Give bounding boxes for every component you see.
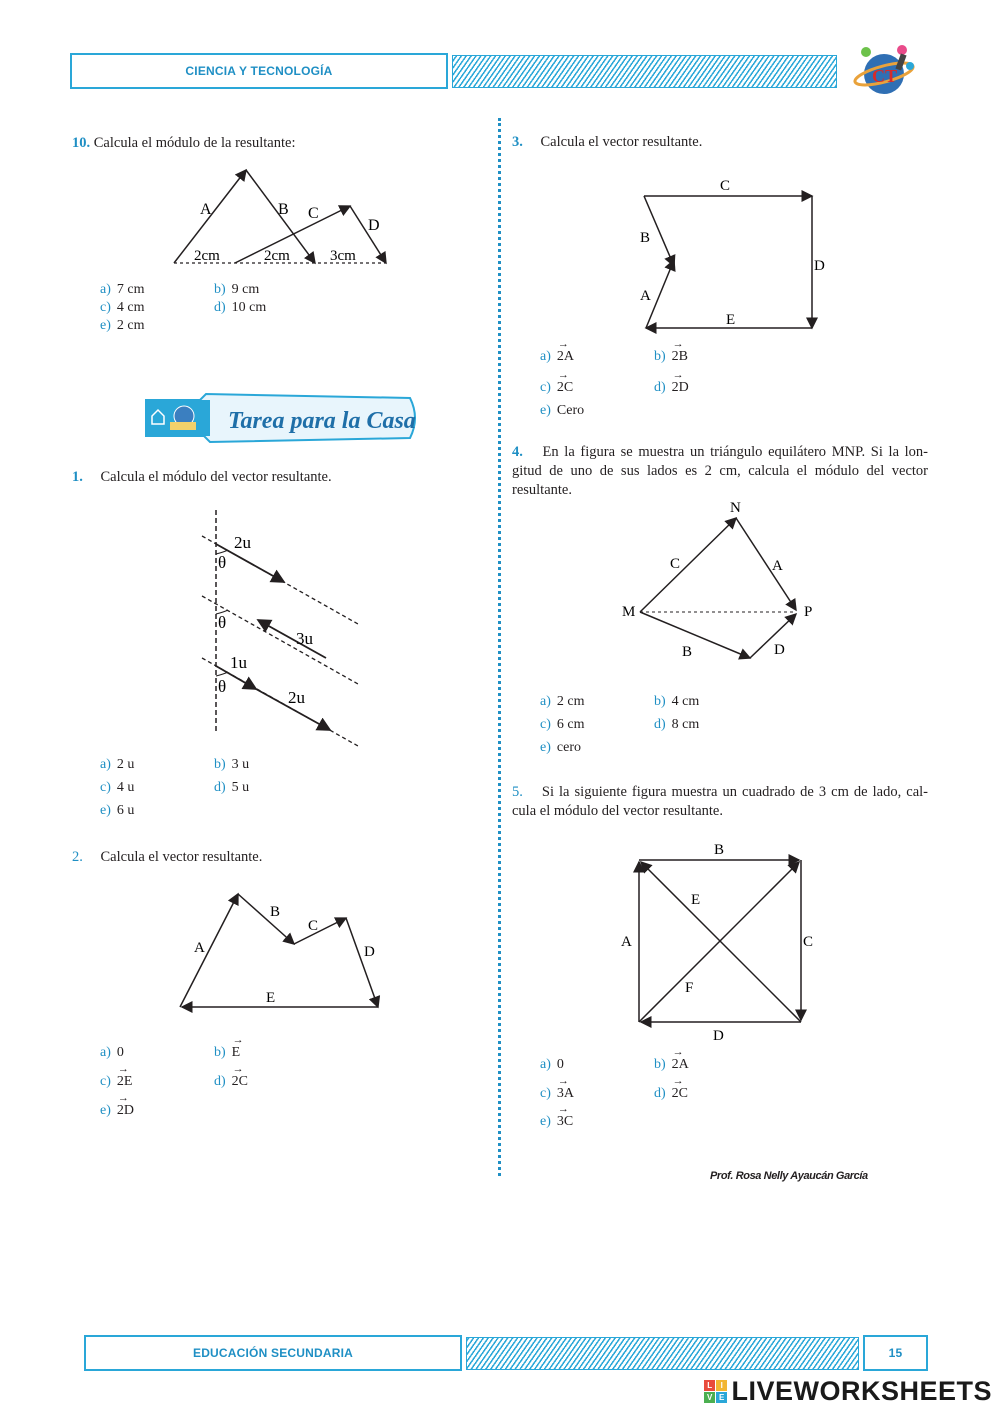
q5-label-B: B bbox=[714, 842, 725, 858]
q10-label-A: A bbox=[200, 201, 212, 218]
q5-option-a[interactable] bbox=[540, 1057, 564, 1073]
q1-option-d[interactable] bbox=[214, 780, 249, 796]
option-value: 9 cm bbox=[231, 282, 260, 297]
level-footer bbox=[84, 1335, 462, 1371]
option-letter: b) bbox=[654, 349, 666, 364]
option-letter: d) bbox=[214, 300, 226, 315]
q1-theta-3: θ bbox=[218, 677, 227, 696]
q3-label-A: A bbox=[640, 288, 651, 304]
q2-label-A: A bbox=[194, 940, 205, 956]
liveworksheets-text: LIVEWORKSHEETS bbox=[731, 1376, 992, 1406]
q10-option-c[interactable] bbox=[100, 300, 145, 316]
q4-label-N: N bbox=[730, 500, 741, 516]
q4-option-e[interactable] bbox=[540, 740, 581, 756]
option-value: 6 u bbox=[116, 803, 135, 818]
q4-label-C: C bbox=[670, 556, 681, 572]
q4-number: 4. bbox=[512, 444, 523, 460]
option-letter: a) bbox=[100, 282, 111, 297]
q10-option-b[interactable] bbox=[214, 282, 259, 298]
q2-text: Calcula el vector resultante. bbox=[100, 849, 263, 865]
q1-theta-2: θ bbox=[218, 613, 227, 632]
logo-letter: I bbox=[716, 1380, 727, 1391]
option-value: 7 cm bbox=[116, 282, 145, 297]
option-letter: c) bbox=[100, 780, 111, 795]
option-letter: a) bbox=[540, 694, 551, 709]
logo-letter: E bbox=[716, 1392, 727, 1403]
subject-title: CIENCIA Y TECNOLOGÍA bbox=[185, 64, 333, 78]
q4-figure bbox=[620, 498, 820, 663]
option-letter: d) bbox=[654, 717, 666, 732]
q1-option-c[interactable] bbox=[100, 780, 134, 796]
q1-theta-1: θ bbox=[218, 553, 227, 572]
option-value: 5 u bbox=[231, 780, 250, 795]
q1-statement bbox=[72, 468, 472, 487]
option-letter: e) bbox=[100, 803, 111, 818]
q5-text: Si la siguiente figura muestra un cuadrado de 3 cm de lado, cal-cula el módulo del vector resultante. bbox=[512, 784, 928, 819]
option-letter: e) bbox=[540, 740, 551, 755]
option-value: → 2E bbox=[117, 1074, 133, 1090]
q1-text: Calcula el módulo del vector resultante. bbox=[100, 469, 332, 485]
option-value: → 2C bbox=[232, 1074, 248, 1090]
option-value: → 2A bbox=[557, 349, 574, 365]
q10-statement bbox=[72, 134, 472, 153]
option-value: 10 cm bbox=[231, 300, 267, 315]
q5-option-e[interactable] bbox=[540, 1114, 573, 1130]
option-letter: a) bbox=[540, 349, 551, 364]
q5-label-F: F bbox=[685, 980, 694, 996]
banner-title: Tarea para la Casa bbox=[228, 408, 416, 434]
q2-option-e[interactable] bbox=[100, 1103, 134, 1119]
q2-option-c[interactable] bbox=[100, 1074, 132, 1090]
q10-option-a[interactable] bbox=[100, 282, 145, 298]
q2-label-C: C bbox=[308, 918, 319, 934]
q3-label-E: E bbox=[726, 312, 736, 328]
option-value: 0 bbox=[556, 1057, 564, 1072]
column-divider bbox=[498, 118, 501, 1176]
option-letter: c) bbox=[540, 380, 551, 395]
option-letter: d) bbox=[214, 1074, 226, 1089]
option-value: 4 u bbox=[116, 780, 135, 795]
option-value: → 3A bbox=[557, 1086, 574, 1102]
q1-option-e[interactable] bbox=[100, 803, 134, 819]
q2-label-E: E bbox=[266, 990, 276, 1006]
option-letter: b) bbox=[654, 1057, 666, 1072]
q10-dist-1: 2cm bbox=[194, 248, 220, 264]
q3-option-b[interactable] bbox=[654, 349, 688, 365]
q4-option-c[interactable] bbox=[540, 717, 585, 733]
q3-option-a[interactable] bbox=[540, 349, 574, 365]
q2-label-B: B bbox=[270, 904, 281, 920]
logo-letter: V bbox=[704, 1392, 715, 1403]
q2-option-b[interactable] bbox=[214, 1045, 240, 1061]
q1-figure bbox=[196, 508, 376, 753]
q4-option-b[interactable] bbox=[654, 694, 699, 710]
q5-number: 5. bbox=[512, 784, 523, 800]
option-value: → E bbox=[232, 1045, 241, 1061]
q2-statement bbox=[72, 848, 472, 867]
page-number: 15 bbox=[888, 1346, 903, 1360]
q5-label-C: C bbox=[803, 934, 814, 950]
q3-text: Calcula el vector resultante. bbox=[540, 134, 703, 150]
option-letter: b) bbox=[214, 1045, 226, 1060]
q5-label-A: A bbox=[621, 934, 632, 950]
q2-option-d[interactable] bbox=[214, 1074, 248, 1090]
ct-logo-icon bbox=[850, 40, 922, 98]
option-letter: b) bbox=[654, 694, 666, 709]
q2-option-a[interactable] bbox=[100, 1045, 124, 1061]
option-value: 4 cm bbox=[116, 300, 145, 315]
q1-option-b[interactable] bbox=[214, 757, 249, 773]
q4-label-B: B bbox=[682, 644, 693, 660]
q10-text: Calcula el módulo de la resultante: bbox=[93, 135, 296, 151]
option-letter: e) bbox=[540, 1114, 551, 1129]
option-value: 6 cm bbox=[556, 717, 585, 732]
page-number-box bbox=[863, 1335, 928, 1371]
option-value: → 3C bbox=[557, 1114, 573, 1130]
q5-option-c[interactable] bbox=[540, 1086, 574, 1102]
option-letter: c) bbox=[540, 1086, 551, 1101]
subject-header bbox=[70, 53, 448, 89]
q3-label-C: C bbox=[720, 178, 731, 194]
level-title: EDUCACIÓN SECUNDARIA bbox=[192, 1346, 353, 1360]
author-credit: Prof. Rosa Nelly Ayaucán García bbox=[710, 1170, 868, 1182]
homework-banner bbox=[140, 390, 420, 446]
option-letter: e) bbox=[100, 318, 111, 333]
q4-text: En la figura se muestra un triángulo equilátero MNP. Si la lon-gitud de uno de sus lados es 2 cm, calcula el módulo del vector resultante. bbox=[512, 444, 929, 498]
option-value: cero bbox=[556, 740, 581, 755]
q3-number: 3. bbox=[512, 134, 523, 150]
q1-option-a[interactable] bbox=[100, 757, 134, 773]
q4-label-D: D bbox=[774, 642, 785, 658]
q1-label-1u: 1u bbox=[230, 653, 247, 672]
option-value: → 2B bbox=[672, 349, 688, 365]
q10-dist-2: 2cm bbox=[264, 248, 290, 264]
q3-option-e[interactable] bbox=[540, 403, 584, 419]
option-value: → 2C bbox=[672, 1086, 688, 1102]
liveworksheets-brand bbox=[704, 1376, 992, 1407]
option-letter: b) bbox=[214, 282, 226, 297]
option-letter: a) bbox=[100, 757, 111, 772]
option-value: 2 cm bbox=[556, 694, 585, 709]
option-letter: a) bbox=[100, 1045, 111, 1060]
q5-option-b[interactable] bbox=[654, 1057, 689, 1073]
q1-number: 1. bbox=[72, 469, 83, 485]
q5-label-E: E bbox=[691, 892, 701, 908]
option-value: Cero bbox=[556, 403, 585, 418]
option-letter: d) bbox=[654, 380, 666, 395]
q5-statement bbox=[512, 783, 928, 821]
liveworksheets-logo-icon bbox=[704, 1380, 727, 1403]
header-hatch-bar bbox=[452, 55, 837, 88]
q3-option-d[interactable] bbox=[654, 380, 689, 396]
option-value: 4 cm bbox=[671, 694, 700, 709]
q10-label-C: C bbox=[308, 205, 319, 222]
option-value: → 2D bbox=[117, 1103, 134, 1119]
option-letter: c) bbox=[100, 1074, 111, 1089]
q1-label-2u: 2u bbox=[234, 533, 251, 552]
footer-hatch-bar bbox=[466, 1337, 859, 1370]
q4-option-d[interactable] bbox=[654, 717, 699, 733]
q5-label-D: D bbox=[713, 1028, 724, 1044]
q10-number: 10. bbox=[72, 135, 91, 151]
option-letter: a) bbox=[540, 1057, 551, 1072]
option-value: 2 u bbox=[116, 757, 135, 772]
book-icon bbox=[170, 422, 196, 430]
q10-dist-3: 3cm bbox=[330, 248, 356, 264]
q4-label-M: M bbox=[622, 604, 636, 620]
q4-label-P: P bbox=[804, 604, 813, 620]
q2-label-D: D bbox=[364, 944, 375, 960]
q4-statement bbox=[512, 443, 928, 500]
option-value: → 2D bbox=[672, 380, 689, 396]
option-value: → 2A bbox=[672, 1057, 689, 1073]
q3-figure bbox=[630, 170, 830, 335]
option-value: 0 bbox=[116, 1045, 124, 1060]
q10-option-d[interactable] bbox=[214, 300, 266, 316]
q5-option-d[interactable] bbox=[654, 1086, 688, 1102]
q2-number: 2. bbox=[72, 849, 83, 865]
q3-statement bbox=[512, 133, 932, 152]
option-value: → 2C bbox=[557, 380, 573, 396]
q10-label-D: D bbox=[368, 217, 380, 234]
q3-option-c[interactable] bbox=[540, 380, 573, 396]
q3-label-B: B bbox=[640, 230, 651, 246]
option-letter: c) bbox=[100, 300, 111, 315]
q10-label-B: B bbox=[278, 201, 289, 218]
option-value: 3 u bbox=[231, 757, 250, 772]
ct-logo-text: CT bbox=[872, 66, 898, 86]
option-letter: e) bbox=[540, 403, 551, 418]
q10-figure bbox=[160, 160, 400, 270]
q3-label-D: D bbox=[814, 258, 825, 274]
option-letter: b) bbox=[214, 757, 226, 772]
option-value: 8 cm bbox=[671, 717, 700, 732]
option-letter: c) bbox=[540, 717, 551, 732]
q4-option-a[interactable] bbox=[540, 694, 585, 710]
q10-option-e[interactable] bbox=[100, 318, 145, 334]
q1-label-2u-b: 2u bbox=[288, 688, 305, 707]
q1-label-3u: 3u bbox=[296, 629, 313, 648]
logo-letter: L bbox=[704, 1380, 715, 1391]
q5-figure bbox=[615, 832, 825, 1047]
option-value: 2 cm bbox=[116, 318, 145, 333]
option-letter: e) bbox=[100, 1103, 111, 1118]
q2-figure bbox=[170, 880, 390, 1015]
option-letter: d) bbox=[214, 780, 226, 795]
option-letter: d) bbox=[654, 1086, 666, 1101]
q4-label-A: A bbox=[772, 558, 783, 574]
